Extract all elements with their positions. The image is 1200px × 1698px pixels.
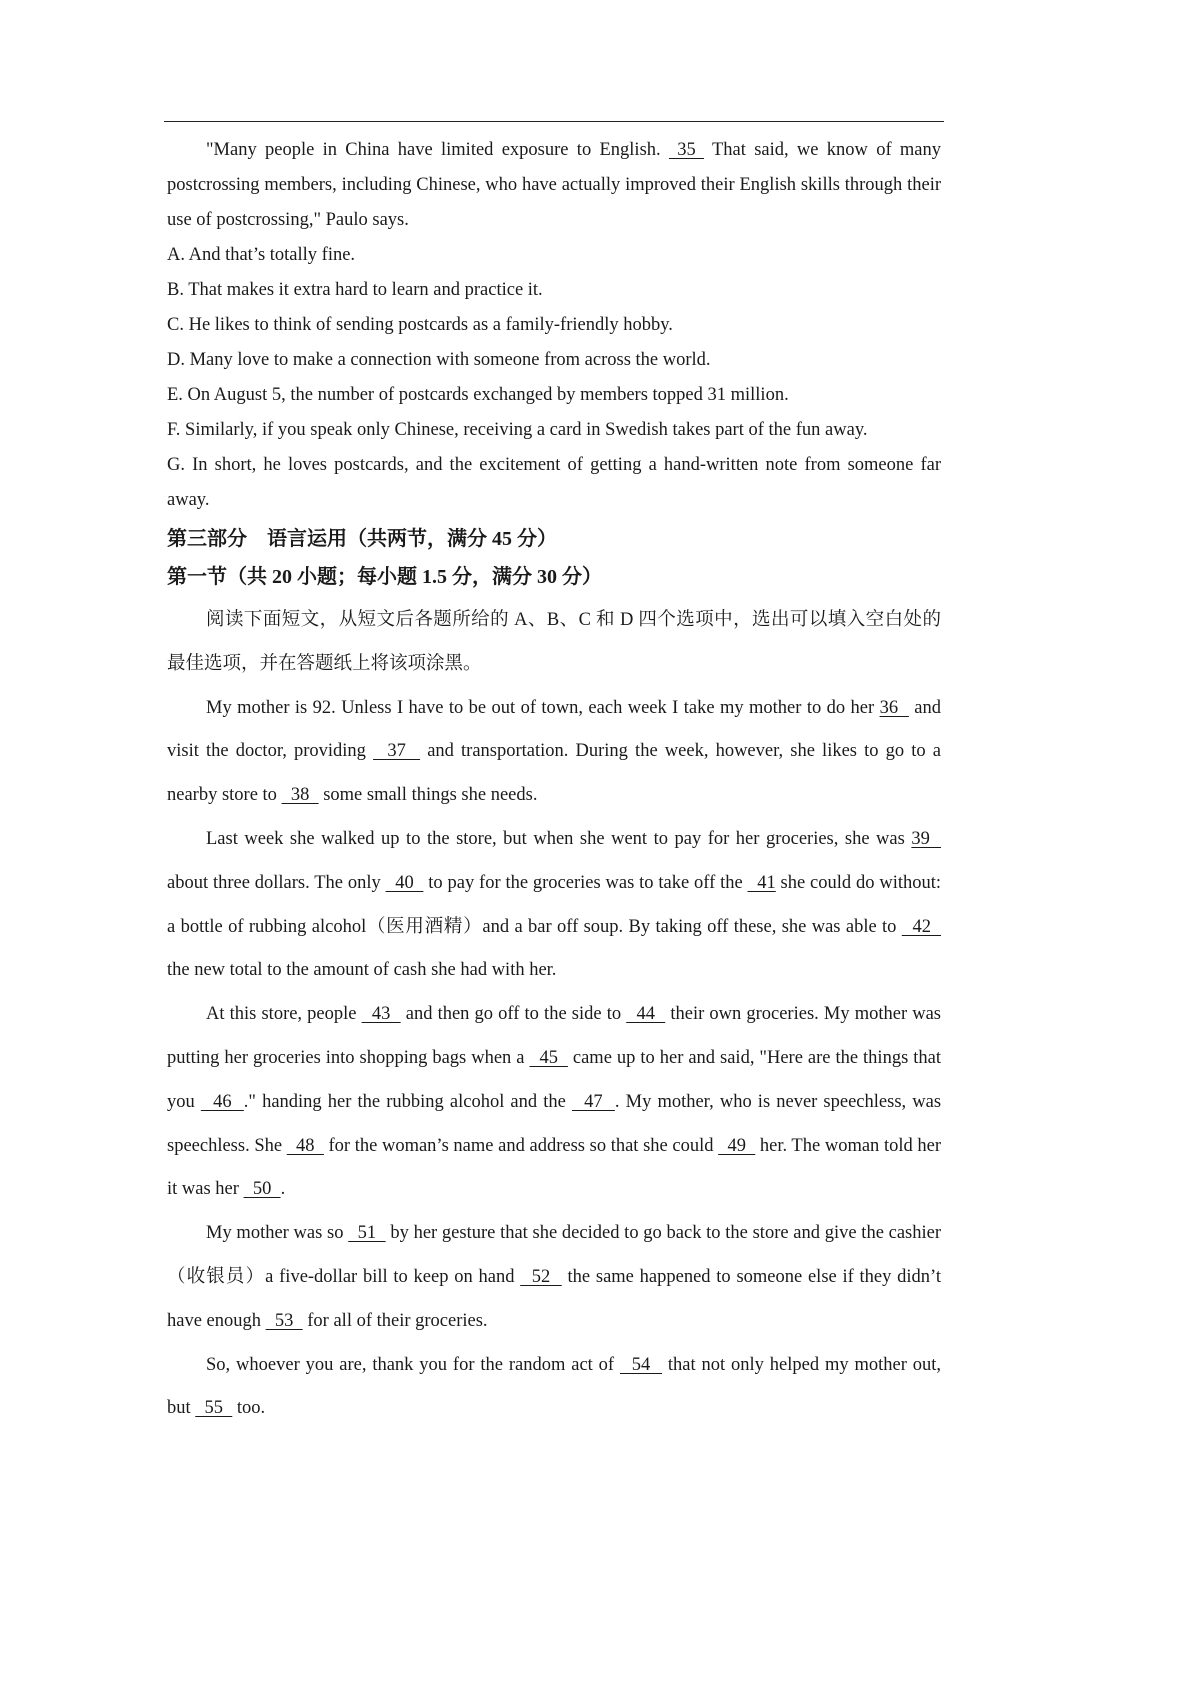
cloze-text: the new total to the amount of cash she had with her.: [167, 960, 557, 981]
cloze-text: about three dollars. The only: [167, 872, 386, 893]
blank-41: 41: [747, 872, 776, 893]
option-f: F. Similarly, if you speak only Chinese, receiving a card in Swedish takes part of the fun away.: [167, 420, 868, 440]
cloze-text: .: [280, 1179, 286, 1200]
cloze-text: by her gesture that she decided to go back to the store and give the cashier（收银员）a five-dollar bill to keep on hand: [167, 1223, 942, 1287]
blank-45: 45: [529, 1047, 568, 1068]
blank-43: 43: [361, 1004, 401, 1025]
blank-40: 40: [385, 872, 424, 893]
cloze-paragraph-3: [167, 993, 941, 1212]
cloze-text: At this store, people: [206, 1004, 362, 1025]
cloze-text: for all of their groceries.: [302, 1310, 488, 1331]
header-rule: [164, 121, 944, 122]
cloze-text: came up to her and said, "Here are the things that you: [167, 1047, 941, 1112]
option-b: B. That makes it extra hard to learn and practice it.: [167, 280, 543, 300]
blank-39: 39: [911, 828, 942, 849]
blank-50: 50: [243, 1179, 281, 1200]
option-d: D. Many love to make a connection with someone from across the world.: [167, 350, 711, 370]
cloze-text: their own groceries. My mother was putting her groceries into shopping bags when a: [167, 1004, 942, 1068]
blank-46: 46: [200, 1091, 244, 1112]
cloze-text: and transportation. During the week, however, she likes to go to a nearby store to: [167, 741, 941, 806]
cloze-text: the same happened to someone else if they didn’t have enough: [167, 1266, 942, 1331]
cloze-paragraph-5: [167, 1344, 941, 1432]
blank-54: 54: [619, 1354, 662, 1375]
blank-36: 36: [879, 697, 909, 718]
blank-51: 51: [348, 1223, 386, 1244]
cloze-paragraph-4: [167, 1212, 941, 1343]
cloze-text: for the woman’s name and address so that she could: [323, 1135, 719, 1156]
cloze-text: My mother was so: [206, 1223, 349, 1244]
blank-35: 35: [668, 140, 705, 160]
cloze-text: too.: [232, 1398, 266, 1419]
passage-text: That said, we know of many postcrossing members, including Chinese, who have actually improved their English skills through their use of postcrossing," Paulo says.: [167, 140, 941, 230]
cloze-text: My mother is 92. Unless I have to be out of town, each week I take my mother to do her: [206, 697, 880, 718]
document-body: [167, 133, 941, 1431]
option-g: G. In short, he loves postcards, and the excitement of getting a hand-written note from someone far away.: [167, 455, 941, 510]
option-a: A. And that’s totally fine.: [167, 245, 356, 265]
blank-55: 55: [195, 1398, 233, 1419]
cloze-text: to pay for the groceries was to take off the: [423, 872, 748, 893]
cloze-paragraph-1: [167, 687, 941, 818]
cloze-text: some small things she needs.: [318, 785, 538, 806]
blank-38: 38: [281, 785, 319, 806]
cloze-text: Last week she walked up to the store, but when she went to pay for her groceries, she was: [206, 828, 912, 849]
subsection-heading: 第一节（共 20 小题；每小题 1.5 分，满分 30 分）: [167, 566, 602, 588]
option-c: C. He likes to think of sending postcards as a family-friendly hobby.: [167, 315, 673, 335]
cloze-text: . My mother, who is never speechless, was speechless. She: [167, 1091, 942, 1156]
cloze-text: and visit the doctor, providing: [167, 697, 942, 762]
cloze-text: that not only helped my mother out, but: [167, 1354, 942, 1419]
blank-48: 48: [286, 1135, 324, 1156]
passage-text: "Many people in China have limited exposure to English.: [206, 140, 669, 160]
cloze-text: her. The woman told her it was her: [167, 1135, 941, 1200]
passage-paragraph: [167, 133, 941, 238]
section-heading: 第三部分 语言运用（共两节，满分 45 分）: [167, 528, 557, 550]
cloze-text: So, whoever you are, thank you for the random act of: [206, 1354, 620, 1375]
option-e: E. On August 5, the number of postcards exchanged by members topped 31 million.: [167, 385, 789, 405]
cloze-paragraph-2: [167, 818, 941, 993]
blank-37: 37: [373, 741, 421, 762]
cloze-text: she could do without: a bottle of rubbing alcohol（医用酒精）and a bar off soup. By taking off these, she was able to: [167, 872, 942, 937]
cloze-text: ." handing her the rubbing alcohol and the: [243, 1091, 572, 1112]
instruction: 阅读下面短文，从短文后各题所给的 A、B、C 和 D 四个选项中，选出可以填入空白处的最佳选项，并在答题纸上将该项涂黑。: [167, 610, 941, 674]
blank-49: 49: [718, 1135, 756, 1156]
blank-47: 47: [571, 1091, 615, 1112]
blank-53: 53: [265, 1310, 303, 1331]
cloze-text: and then go off to the side to: [400, 1004, 627, 1025]
blank-44: 44: [626, 1004, 666, 1025]
blank-42: 42: [901, 916, 942, 937]
blank-52: 52: [520, 1266, 562, 1287]
